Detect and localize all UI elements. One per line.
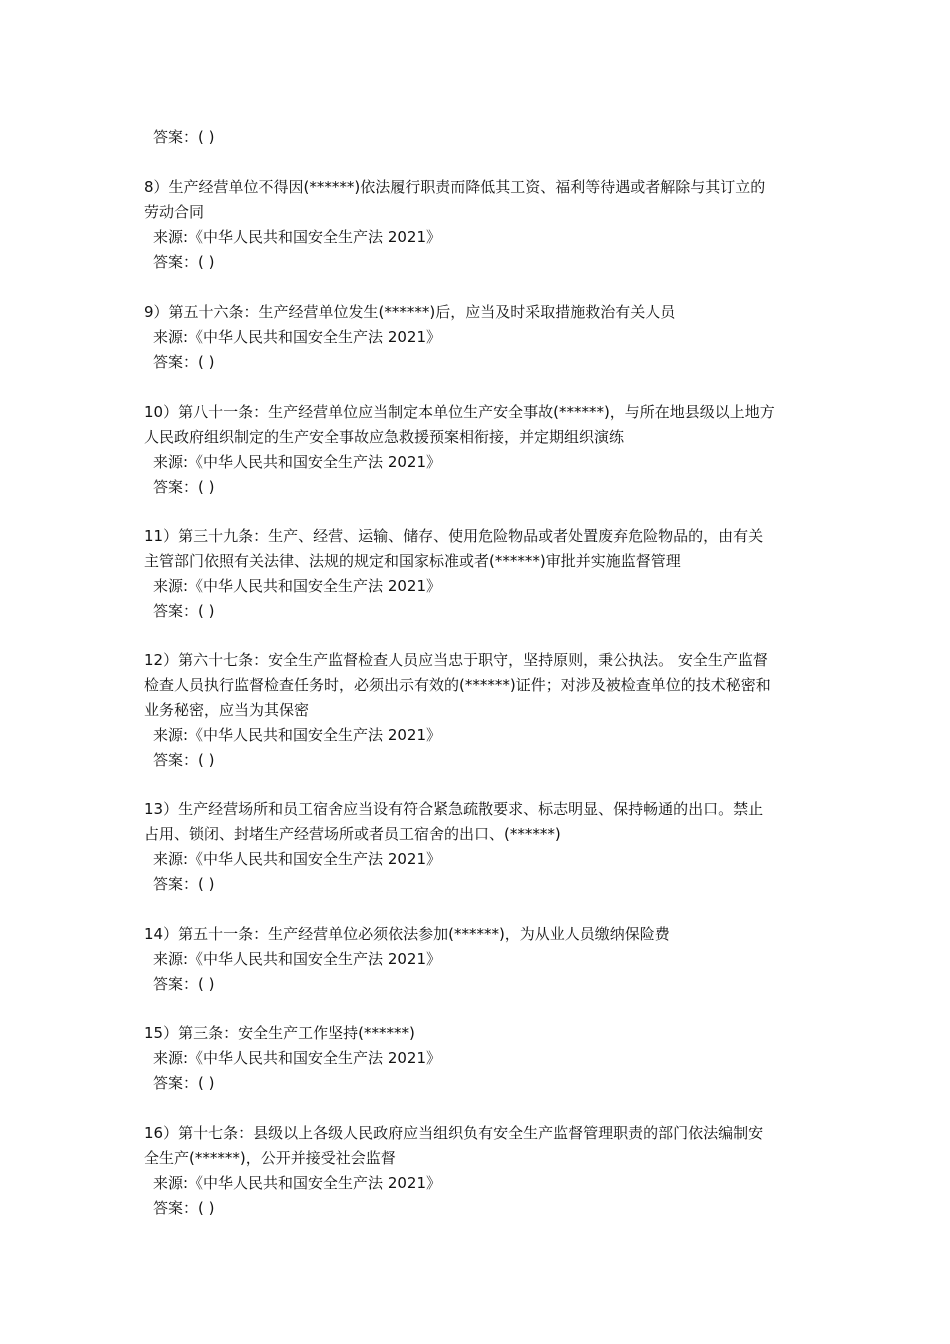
source-line: 来源:《中华人民共和国安全生产法 2021》 [153,453,441,471]
answer-line: 答案：( ) [153,128,215,146]
question-text: 12）第六十七条：安全生产监督检查人员应当忠于职守，坚持原则，秉公执法。 安全生产监督 [144,651,768,669]
source-line: 来源:《中华人民共和国安全生产法 2021》 [153,577,441,595]
answer-line: 答案：( ) [153,875,215,893]
source-line: 来源:《中华人民共和国安全生产法 2021》 [153,228,441,246]
source-line: 来源:《中华人民共和国安全生产法 2021》 [153,726,441,744]
answer-line: 答案：( ) [153,253,215,271]
source-line: 来源:《中华人民共和国安全生产法 2021》 [153,1049,441,1067]
source-line: 来源:《中华人民共和国安全生产法 2021》 [153,1174,441,1192]
answer-line: 答案：( ) [153,1074,215,1092]
answer-line: 答案：( ) [153,751,215,769]
question-text: 13）生产经营场所和员工宿舍应当设有符合紧急疏散要求、标志明显、保持畅通的出口。禁止 [144,800,764,818]
question-text: 9）第五十六条：生产经营单位发生(******)后，应当及时采取措施救治有关人员 [144,303,676,321]
question-text: 占用、锁闭、封堵生产经营场所或者员工宿舍的出口、(******) [144,825,561,843]
question-text: 业务秘密，应当为其保密 [144,701,310,719]
answer-line: 答案：( ) [153,353,215,371]
question-text: 劳动合同 [144,203,205,221]
question-text: 检查人员执行监督检查任务时，必须出示有效的(******)证件；对涉及被检查单位的技术秘密和 [144,676,771,694]
question-text: 主管部门依照有关法律、法规的规定和国家标准或者(******)审批并实施监督管理 [144,552,681,570]
source-line: 来源:《中华人民共和国安全生产法 2021》 [153,850,441,868]
question-text: 8）生产经营单位不得因(******)依法履行职责而降低其工资、福利等待遇或者解除与其订立的 [144,178,766,196]
question-text: 10）第八十一条：生产经营单位应当制定本单位生产安全事故(******)，与所在地县级以上地方 [144,403,775,421]
question-text: 15）第三条：安全生产工作坚持(******) [144,1024,415,1042]
question-text: 人民政府组织制定的生产安全事故应急救援预案相衔接，并定期组织演练 [144,428,625,446]
answer-line: 答案：( ) [153,602,215,620]
question-text: 11）第三十九条：生产、经营、运输、储存、使用危险物品或者处置废弃危险物品的，由有关 [144,527,764,545]
answer-line: 答案：( ) [153,975,215,993]
answer-line: 答案：( ) [153,478,215,496]
question-text: 14）第五十一条：生产经营单位必须依法参加(******)，为从业人员缴纳保险费 [144,925,670,943]
answer-line: 答案：( ) [153,1199,215,1217]
source-line: 来源:《中华人民共和国安全生产法 2021》 [153,328,441,346]
source-line: 来源:《中华人民共和国安全生产法 2021》 [153,950,441,968]
question-text: 16）第十七条：县级以上各级人民政府应当组织负有安全生产监督管理职责的部门依法编制安 [144,1124,764,1142]
question-text: 全生产(******)，公开并接受社会监督 [144,1149,396,1167]
